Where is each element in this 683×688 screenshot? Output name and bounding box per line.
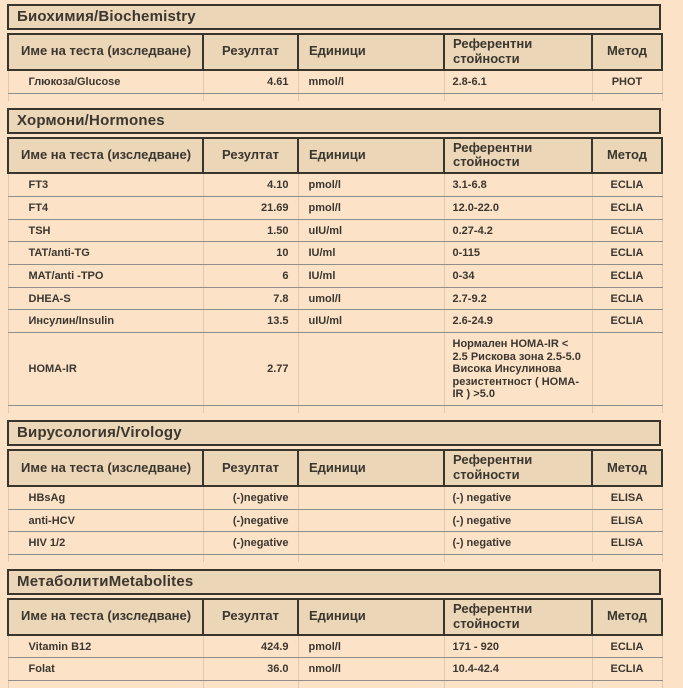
filler-cell	[592, 554, 662, 562]
reference-cell: 10.4-42.4	[444, 658, 592, 681]
units-cell: mmol/l	[298, 70, 444, 93]
method-cell: ECLIA	[592, 173, 662, 196]
test-name-cell: anti-HCV	[8, 509, 203, 532]
table-header-row	[8, 599, 662, 635]
report-section	[7, 420, 661, 562]
test-name-cell: FT3	[8, 173, 203, 196]
column-header-test-name: Име на теста (изследване)	[8, 138, 203, 174]
filler-cell	[298, 93, 444, 101]
units-cell: IU/ml	[298, 264, 444, 287]
test-result-row	[8, 486, 662, 509]
test-result-row	[8, 70, 662, 93]
test-name-cell: TSH	[8, 219, 203, 242]
filler-cell	[203, 681, 298, 688]
test-result-row	[8, 287, 662, 310]
reference-cell: 0.27-4.2	[444, 219, 592, 242]
result-cell: 36.0	[203, 658, 298, 681]
test-name-cell: Глюкоза/Glucose	[8, 70, 203, 93]
method-cell: ECLIA	[592, 242, 662, 265]
reference-cell: 3.1-6.8	[444, 173, 592, 196]
result-cell: 6	[203, 264, 298, 287]
result-cell: 4.61	[203, 70, 298, 93]
filler-cell	[203, 554, 298, 562]
table-bottom-filler	[8, 93, 662, 101]
table-bottom-filler	[8, 681, 662, 688]
results-table	[7, 598, 663, 688]
column-header-reference: Референтни стойности	[444, 450, 592, 486]
method-cell: ECLIA	[592, 658, 662, 681]
result-cell: (-)negative	[203, 532, 298, 555]
filler-cell	[203, 93, 298, 101]
units-cell: nmol/l	[298, 658, 444, 681]
column-header-units: Единици	[298, 450, 444, 486]
reference-cell: 0-34	[444, 264, 592, 287]
method-cell: ELISA	[592, 509, 662, 532]
test-name-cell: MAT/anti -TPO	[8, 264, 203, 287]
method-cell: ELISA	[592, 486, 662, 509]
filler-cell	[298, 681, 444, 688]
test-name-cell: HIV 1/2	[8, 532, 203, 555]
column-header-units: Единици	[298, 138, 444, 174]
table-header-row	[8, 138, 662, 174]
section-title: Хормони/Hormones	[7, 108, 661, 134]
reference-cell: 2.7-9.2	[444, 287, 592, 310]
units-cell: uIU/ml	[298, 310, 444, 333]
units-cell	[298, 532, 444, 555]
reference-cell: (-) negative	[444, 486, 592, 509]
test-result-row	[8, 635, 662, 658]
table-header-row	[8, 450, 662, 486]
method-cell: PHOT	[592, 70, 662, 93]
result-cell: 7.8	[203, 287, 298, 310]
method-cell: ECLIA	[592, 635, 662, 658]
result-cell: 424.9	[203, 635, 298, 658]
filler-cell	[298, 406, 444, 414]
reference-cell: (-) negative	[444, 532, 592, 555]
test-result-row	[8, 219, 662, 242]
result-cell: 1.50	[203, 219, 298, 242]
method-cell: ELISA	[592, 532, 662, 555]
test-name-cell: HOMA-IR	[8, 332, 203, 405]
test-result-row	[8, 197, 662, 220]
reference-cell: 171 - 920	[444, 635, 592, 658]
test-result-row	[8, 310, 662, 333]
filler-cell	[8, 93, 203, 101]
test-result-row	[8, 332, 662, 405]
units-cell	[298, 332, 444, 405]
column-header-method: Метод	[592, 138, 662, 174]
section-title: Вирусология/Virology	[7, 420, 661, 446]
units-cell: pmol/l	[298, 173, 444, 196]
test-name-cell: HBsAg	[8, 486, 203, 509]
result-cell: 4.10	[203, 173, 298, 196]
column-header-method: Метод	[592, 599, 662, 635]
table-bottom-filler	[8, 406, 662, 414]
reference-cell: 2.6-24.9	[444, 310, 592, 333]
report-section	[7, 108, 661, 414]
column-header-test-name: Име на теста (изследване)	[8, 450, 203, 486]
filler-cell	[444, 554, 592, 562]
units-cell: umol/l	[298, 287, 444, 310]
filler-cell	[444, 93, 592, 101]
test-name-cell: Folat	[8, 658, 203, 681]
section-title: МетаболитиMetabolites	[7, 569, 661, 595]
result-cell: 2.77	[203, 332, 298, 405]
units-cell	[298, 509, 444, 532]
test-name-cell: FT4	[8, 197, 203, 220]
filler-cell	[592, 406, 662, 414]
reference-cell: 2.8-6.1	[444, 70, 592, 93]
result-cell: (-)negative	[203, 486, 298, 509]
units-cell: uIU/ml	[298, 219, 444, 242]
results-table	[7, 137, 663, 414]
column-header-reference: Референтни стойности	[444, 138, 592, 174]
column-header-reference: Референтни стойности	[444, 599, 592, 635]
column-header-method: Метод	[592, 450, 662, 486]
filler-cell	[8, 554, 203, 562]
reference-cell: Нормален HOMA-IR < 2.5 Рискова зона 2.5-5.0 Висока Инсулинова резистентност ( HOMA-IR ) >5.0	[444, 332, 592, 405]
test-result-row	[8, 509, 662, 532]
column-header-test-name: Име на теста (изследване)	[8, 34, 203, 70]
filler-cell	[203, 406, 298, 414]
reference-cell: 12.0-22.0	[444, 197, 592, 220]
method-cell: ECLIA	[592, 310, 662, 333]
report-section	[7, 569, 661, 688]
units-cell: IU/ml	[298, 242, 444, 265]
filler-cell	[592, 681, 662, 688]
method-cell	[592, 332, 662, 405]
units-cell: pmol/l	[298, 197, 444, 220]
method-cell: ECLIA	[592, 219, 662, 242]
units-cell: pmol/l	[298, 635, 444, 658]
column-header-test-name: Име на теста (изследване)	[8, 599, 203, 635]
test-name-cell: DHEA-S	[8, 287, 203, 310]
units-cell	[298, 486, 444, 509]
column-header-result: Резултат	[203, 599, 298, 635]
filler-cell	[298, 554, 444, 562]
results-table	[7, 449, 663, 562]
filler-cell	[444, 681, 592, 688]
reference-cell: (-) negative	[444, 509, 592, 532]
result-cell: 13.5	[203, 310, 298, 333]
column-header-reference: Референтни стойности	[444, 34, 592, 70]
method-cell: ECLIA	[592, 264, 662, 287]
report-section	[7, 4, 661, 101]
test-name-cell: Vitamin B12	[8, 635, 203, 658]
test-result-row	[8, 242, 662, 265]
result-cell: (-)negative	[203, 509, 298, 532]
result-cell: 21.69	[203, 197, 298, 220]
test-result-row	[8, 264, 662, 287]
filler-cell	[592, 93, 662, 101]
test-result-row	[8, 173, 662, 196]
method-cell: ECLIA	[592, 287, 662, 310]
table-bottom-filler	[8, 554, 662, 562]
column-header-units: Единици	[298, 34, 444, 70]
result-cell: 10	[203, 242, 298, 265]
test-name-cell: Инсулин/Insulin	[8, 310, 203, 333]
filler-cell	[8, 406, 203, 414]
test-result-row	[8, 532, 662, 555]
test-name-cell: TAT/anti-TG	[8, 242, 203, 265]
column-header-result: Резултат	[203, 138, 298, 174]
reference-cell: 0-115	[444, 242, 592, 265]
method-cell: ECLIA	[592, 197, 662, 220]
results-table	[7, 33, 663, 101]
test-result-row	[8, 658, 662, 681]
column-header-units: Единици	[298, 599, 444, 635]
column-header-result: Резултат	[203, 34, 298, 70]
filler-cell	[8, 681, 203, 688]
section-title: Биохимия/Biochemistry	[7, 4, 661, 30]
table-header-row	[8, 34, 662, 70]
filler-cell	[444, 406, 592, 414]
column-header-result: Резултат	[203, 450, 298, 486]
column-header-method: Метод	[592, 34, 662, 70]
